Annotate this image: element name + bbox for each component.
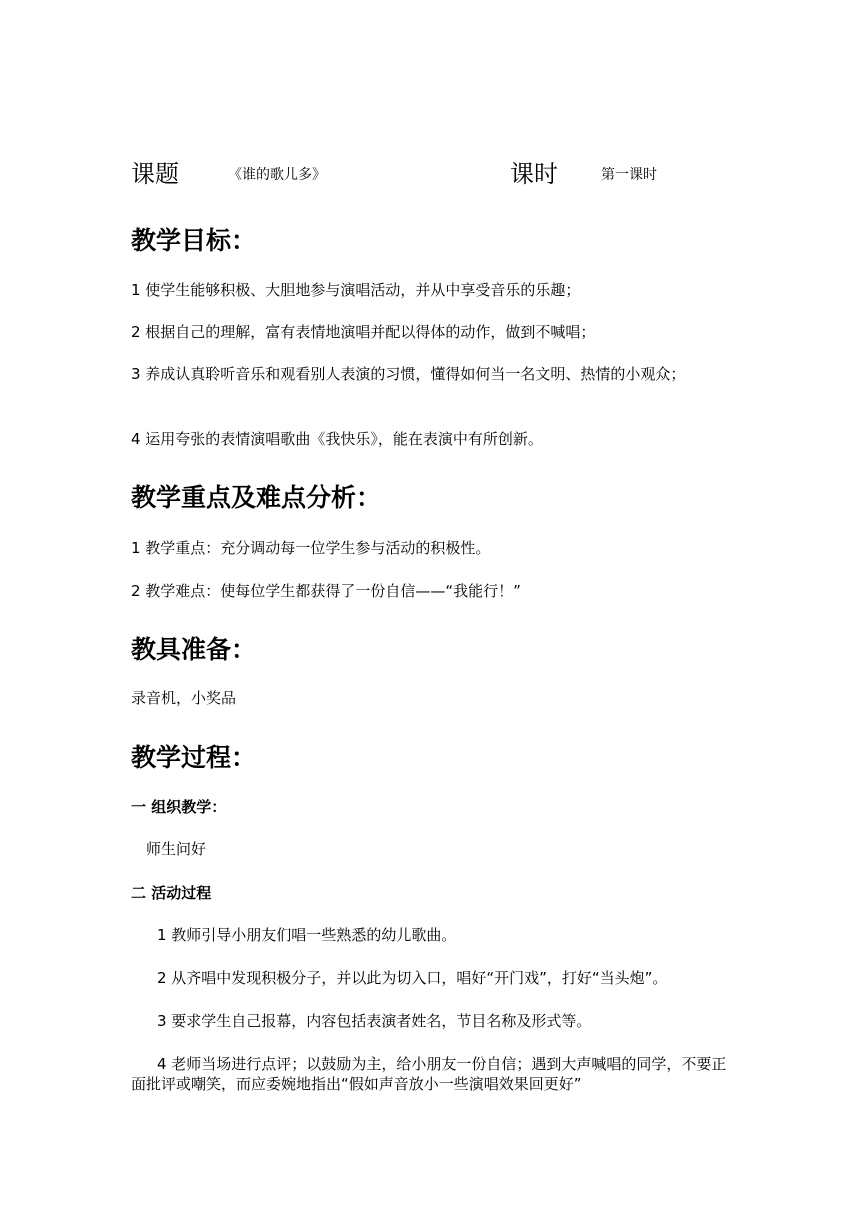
process-heading: 教学过程： bbox=[131, 743, 257, 772]
objective-item: 4 运用夸张的表情演唱歌曲《我快乐》，能在表演中有所创新。 bbox=[131, 430, 543, 448]
objectives-heading: 教学目标： bbox=[131, 226, 257, 255]
process-step: 2 从齐唱中发现积极分子，并以此为切入口，唱好“开门戏”，打好“当头炮”。 bbox=[157, 969, 668, 987]
process-step: 1 教师引导小朋友们唱一些熟悉的幼儿歌曲。 bbox=[157, 926, 457, 944]
objective-item: 2 根据自己的理解，富有表情地演唱并配以得体的动作，做到不喊唱； bbox=[131, 323, 596, 341]
objective-item: 3 养成认真聆听音乐和观看别人表演的习惯，懂得如何当一名文明、热情的小观众； bbox=[131, 365, 686, 383]
period-label: 课时 bbox=[510, 160, 558, 188]
topic-value: 《谁的歌儿多》 bbox=[228, 167, 326, 183]
section1-title: 一 组织教学： bbox=[131, 798, 227, 816]
key-point-item: 2 教学难点：使每位学生都获得了一份自信——“我能行！” bbox=[131, 582, 521, 600]
key-points-heading: 教学重点及难点分析： bbox=[131, 483, 382, 512]
period-value: 第一课时 bbox=[601, 167, 657, 183]
process-step: 4 老师当场进行点评；以鼓励为主，给小朋友一份自信；遇到大声喊唱的同学，不要正面批评或嘲笑，而应委婉地指出“假如声音放小一些演唱效果回更好” bbox=[131, 1055, 727, 1093]
section1-text: 师生问好 bbox=[146, 840, 207, 858]
process-step: 3 要求学生自己报幕，内容包括表演者姓名，节目名称及形式等。 bbox=[157, 1012, 592, 1030]
key-point-item: 1 教学重点：充分调动每一位学生参与活动的积极性。 bbox=[131, 539, 491, 557]
materials-text: 录音机，小奖品 bbox=[131, 689, 237, 707]
section2-title: 二 活动过程 bbox=[131, 884, 212, 902]
topic-label: 课题 bbox=[131, 160, 179, 188]
objective-item: 1 使学生能够积极、大胆地参与演唱活动，并从中享受音乐的乐趣； bbox=[131, 281, 581, 299]
materials-heading: 教具准备： bbox=[131, 635, 257, 664]
